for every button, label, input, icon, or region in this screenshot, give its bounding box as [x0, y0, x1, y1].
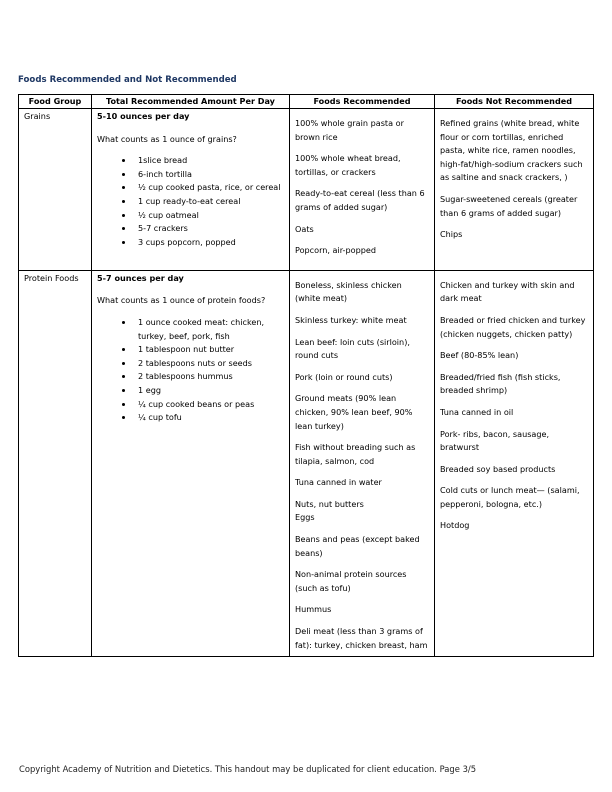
food-group-cell: Grains [19, 109, 92, 271]
daily-amount: 5-7 ounces per day [97, 272, 184, 283]
serving-item: • 1 egg [134, 384, 284, 398]
serving-item: • ¼ cup tofu [134, 411, 284, 425]
not-recommended-food: Chicken and turkey with skin and dark meat [440, 279, 575, 304]
serving-list [97, 154, 284, 249]
column-header-not-recommended: Foods Not Recommended [435, 95, 594, 109]
recommended-food: Eggs [295, 512, 315, 523]
serving-item: • 1 cup ready-to-eat cereal [134, 195, 284, 209]
recommended-cell [290, 109, 435, 271]
recommended-food: Popcorn, air-popped [295, 245, 376, 256]
column-header-amount: Total Recommended Amount Per Day [92, 95, 290, 109]
recommended-food: Pork (loin or round cuts) [295, 371, 393, 382]
serving-item: • 5-7 crackers [134, 222, 284, 236]
recommended-food: Ground meats (90% lean chicken, 90% lean beef, 90% lean turkey) [295, 393, 413, 431]
serving-item: • 3 cups popcorn, popped [134, 236, 284, 250]
serving-item: • 1 tablespoon nut butter [134, 343, 284, 357]
recommended-food: Fish without breading such as tilapia, salmon, cod [295, 442, 416, 466]
serving-question: What counts as 1 ounce of protein foods? [97, 295, 266, 306]
serving-item: • ½ cup cooked pasta, rice, or cereal [134, 181, 284, 195]
food-group-cell: Protein Foods [19, 270, 92, 656]
not-recommended-food: Breaded soy based products [440, 463, 556, 474]
not-recommended-food: Sugar-sweetened cereals (greater than 6 grams of added sugar) [440, 193, 578, 218]
not-recommended-food: Breaded/fried fish (fish sticks, breaded shrimp) [440, 371, 561, 396]
recommended-food: Non-animal protein sources (such as tofu) [295, 569, 407, 593]
serving-item: • ½ cup oatmeal [134, 209, 284, 223]
daily-amount: 5-10 ounces per day [97, 111, 190, 121]
recommended-food: Nuts, nut butters [295, 498, 364, 509]
food-recommendation-table [18, 94, 594, 657]
amount-cell [92, 270, 290, 656]
recommended-food: Deli meat (less than 3 grams of fat): turkey, chicken breast, ham [295, 626, 428, 650]
serving-list [97, 316, 284, 425]
not-recommended-cell [435, 270, 594, 656]
recommended-food: Hummus [295, 604, 332, 615]
page-footer: Copyright Academy of Nutrition and Dietetics. This handout may be duplicated for client education. Page 3/5 [19, 764, 477, 774]
recommended-cell [290, 270, 435, 656]
serving-item: • 2 tablespoons nuts or seeds [134, 357, 284, 371]
not-recommended-food: Beef (80-85% lean) [440, 350, 519, 361]
recommended-food: Skinless turkey: white meat [295, 314, 407, 325]
table-row-grains [19, 109, 594, 271]
serving-item: • 2 tablespoons hummus [134, 370, 284, 384]
not-recommended-food: Breaded or fried chicken and turkey (chicken nuggets, chicken patty) [440, 314, 586, 339]
recommended-food: Beans and peas (except baked beans) [295, 534, 420, 558]
not-recommended-food: Tuna canned in oil [440, 406, 514, 417]
serving-item: • 1 ounce cooked meat: chicken, turkey, beef, pork, fish [134, 316, 284, 343]
serving-item: • 6-inch tortilla [134, 168, 284, 182]
section-heading: Foods Recommended and Not Recommended [18, 75, 237, 85]
recommended-food: Tuna canned in water [295, 477, 382, 488]
recommended-food: 100% whole grain pasta or brown rice [295, 118, 404, 142]
not-recommended-food: Cold cuts or lunch meat— (salami, pepperoni, bologna, etc.) [440, 485, 580, 509]
recommended-food: Lean beef: loin cuts (sirloin), round cuts [295, 336, 410, 361]
serving-item: • ¼ cup cooked beans or peas [134, 398, 284, 412]
column-header-food-group: Food Group [19, 95, 92, 109]
serving-item: • 1slice bread [134, 154, 284, 168]
not-recommended-food: Refined grains (white bread, white flour or corn tortillas, enriched pasta, white rice, ramen noodles, high-fat/high-sodium crackers such as saltine and snack crackers, ) [440, 118, 583, 183]
table-header-row [19, 95, 594, 109]
amount-cell [92, 109, 290, 271]
recommended-food: Boneless, skinless chicken (white meat) [295, 279, 402, 304]
recommended-food: Oats [295, 223, 314, 234]
not-recommended-cell [435, 109, 594, 271]
not-recommended-food: Pork- ribs, bacon, sausage, bratwurst [440, 428, 550, 453]
recommended-food: Ready-to-eat cereal (less than 6 grams of added sugar) [295, 188, 425, 212]
not-recommended-food: Hotdog [440, 520, 470, 531]
table-row-protein-foods [19, 270, 594, 656]
serving-question: What counts as 1 ounce of grains? [97, 133, 237, 144]
recommended-food: 100% whole wheat bread, tortillas, or crackers [295, 153, 401, 177]
not-recommended-food: Chips [440, 229, 463, 240]
column-header-recommended: Foods Recommended [290, 95, 435, 109]
